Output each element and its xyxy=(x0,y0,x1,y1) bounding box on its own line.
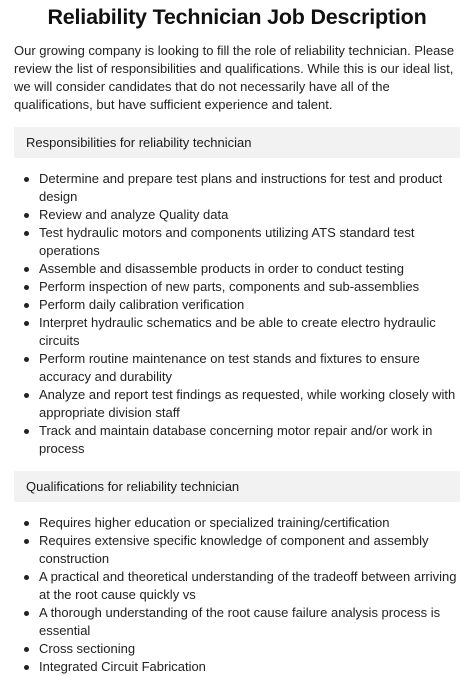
bullet-icon xyxy=(24,321,29,326)
qualifications-heading: Qualifications for reliability technician xyxy=(14,471,460,502)
list-item xyxy=(14,422,460,458)
bullet-icon xyxy=(24,539,29,544)
list-item-text: Perform daily calibration verification xyxy=(39,297,245,312)
page-title: Reliability Technician Job Description xyxy=(47,5,427,29)
list-item-text: Integrated Circuit Fabrication xyxy=(39,659,206,674)
list-item-text: Review and analyze Quality data xyxy=(39,207,229,222)
list-item xyxy=(14,604,460,640)
responsibilities-heading: Responsibilities for reliability technician xyxy=(14,127,460,158)
list-item xyxy=(14,514,460,532)
list-item xyxy=(14,532,460,568)
bullet-icon xyxy=(24,611,29,616)
list-item-text: Track and maintain database concerning motor repair and/or work in process xyxy=(39,423,433,456)
list-item xyxy=(14,206,460,224)
bullet-icon xyxy=(24,429,29,434)
list-item-text: Requires extensive specific knowledge of component and assembly construction xyxy=(39,533,429,566)
list-item xyxy=(14,568,460,604)
bullet-icon xyxy=(24,231,29,236)
qualifications-list xyxy=(14,514,460,676)
bullet-icon xyxy=(24,177,29,182)
list-item-text: Interpret hydraulic schematics and be able to create electro hydraulic circuits xyxy=(39,315,436,348)
list-item xyxy=(14,658,460,676)
responsibilities-list xyxy=(14,170,460,458)
intro-paragraph: Our growing company is looking to fill the role of reliability technician. Please review the list of responsibilities and qualifications. While this is our ideal list, we will consider candidates that do not necessarily have all of the qualifications, but have sufficient experience and talent. xyxy=(14,43,455,112)
list-item xyxy=(14,224,460,260)
list-item-text: A thorough understanding of the root cause failure analysis process is essential xyxy=(39,605,441,638)
list-item-text: Requires higher education or specialized training/certification xyxy=(39,515,390,530)
list-item-text: A practical and theoretical understanding of the tradeoff between arriving at the root cause quickly vs xyxy=(39,569,457,602)
bullet-icon xyxy=(24,575,29,580)
list-item-text: Cross sectioning xyxy=(39,641,136,656)
bullet-icon xyxy=(24,285,29,290)
bullet-icon xyxy=(24,393,29,398)
bullet-icon xyxy=(24,521,29,526)
list-item-text: Analyze and report test findings as requested, while working closely with appropriate division staff xyxy=(39,387,456,420)
list-item xyxy=(14,640,460,658)
list-item xyxy=(14,278,460,296)
bullet-icon xyxy=(24,665,29,670)
list-item xyxy=(14,296,460,314)
bullet-icon xyxy=(24,647,29,652)
list-item xyxy=(14,386,460,422)
list-item-text: Perform inspection of new parts, components and sub-assemblies xyxy=(39,279,420,294)
list-item-text: Assemble and disassemble products in order to conduct testing xyxy=(39,261,404,276)
list-item-text: Test hydraulic motors and components utilizing ATS standard test operations xyxy=(39,225,415,258)
bullet-icon xyxy=(24,213,29,218)
bullet-icon xyxy=(24,267,29,272)
list-item-text: Determine and prepare test plans and instructions for test and product design xyxy=(39,171,443,204)
list-item xyxy=(14,260,460,278)
bullet-icon xyxy=(24,303,29,308)
list-item xyxy=(14,170,460,206)
list-item xyxy=(14,314,460,350)
bullet-icon xyxy=(24,357,29,362)
list-item-text: Perform routine maintenance on test stands and fixtures to ensure accuracy and durability xyxy=(39,351,420,384)
list-item xyxy=(14,350,460,386)
